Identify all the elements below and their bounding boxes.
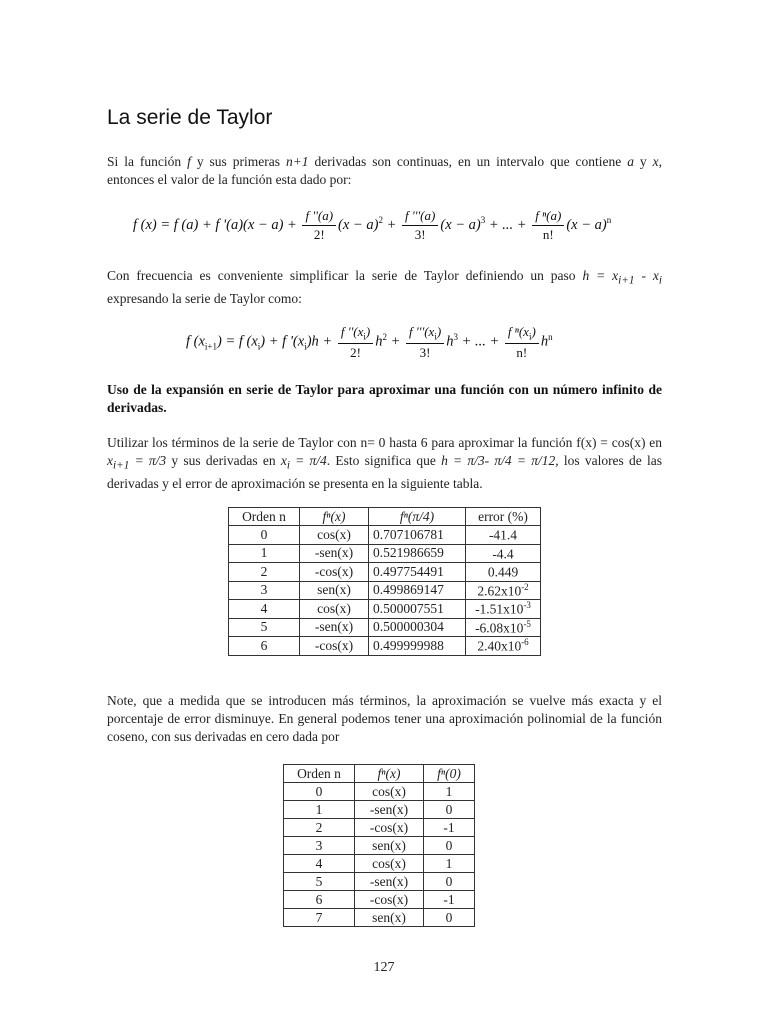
- table-row: [284, 891, 475, 909]
- table-row: [284, 909, 475, 927]
- formula-term: (x − a): [338, 216, 379, 233]
- fraction-denominator: n!: [542, 227, 554, 242]
- table-header: Orden n: [284, 765, 355, 783]
- table-cell: 2: [284, 819, 355, 837]
- fraction-denominator: 2!: [350, 344, 361, 360]
- numerator-text: ): [365, 324, 371, 339]
- numerator-text: f ⁿ(x: [507, 324, 529, 339]
- fraction: [406, 324, 444, 361]
- fraction: [402, 208, 438, 243]
- cell-value: 0.499869147: [373, 582, 444, 598]
- table-cell: 3: [284, 837, 355, 855]
- formula-term: )h +: [306, 333, 336, 350]
- cell-value: 0.521986659: [373, 545, 444, 561]
- table-cell: 1: [424, 855, 475, 873]
- header-text: fⁿ(x): [322, 508, 346, 524]
- table-cell: 0: [424, 801, 475, 819]
- formula-subscript: i: [304, 341, 307, 352]
- table-row: [229, 637, 541, 656]
- step-var: - x: [634, 268, 659, 283]
- table-body: [284, 783, 475, 927]
- cell-value: 0.499999988: [373, 637, 444, 653]
- cell-value: -1.51x10: [475, 601, 524, 617]
- formula-term: h: [375, 333, 383, 350]
- cell-value: 0.500000304: [373, 619, 444, 635]
- cell-value: 0.449: [487, 564, 519, 580]
- step-paragraph: [107, 267, 662, 308]
- taylor-formula: [133, 208, 611, 243]
- fraction-denominator: 3!: [419, 344, 431, 360]
- formula-subscript: i: [434, 331, 437, 342]
- cell-value: 0.497754491: [373, 563, 444, 579]
- table-cell: [300, 544, 369, 563]
- table-cell: cos(x): [355, 783, 424, 801]
- formula-term: (x − a): [440, 216, 481, 233]
- table-cell: [300, 563, 369, 582]
- table-cell: 0: [424, 909, 475, 927]
- example-text: Utilizar los términos de la serie de Taylor con n= 0 hasta 6 para aproximar la función f(x) = cos(x) en: [107, 435, 662, 450]
- table-cell: [369, 563, 466, 582]
- formula-exponent: n: [606, 215, 612, 225]
- intro-text: Si la función: [107, 154, 188, 169]
- table-row: [229, 618, 541, 637]
- cell-value: 5: [260, 619, 268, 635]
- step-text: Con frecuencia es conveniente simplificar la serie de Taylor definiendo un paso: [107, 268, 583, 283]
- table-cell: [300, 581, 369, 600]
- table-row: [284, 819, 475, 837]
- cell-value: cos(x): [317, 600, 351, 616]
- page-number: 127: [373, 960, 395, 975]
- cell-value: sen(x): [317, 582, 351, 598]
- table-cell: [466, 563, 541, 582]
- table-header-row: [284, 765, 475, 783]
- step-text: expresando la serie de Taylor como:: [107, 290, 302, 306]
- formula-term: ) + f '(x: [260, 333, 305, 350]
- example-text: , los valores de las derivadas y el error de aproximación se presenta en la siguiente tabla.: [107, 453, 663, 491]
- table-row: [284, 873, 475, 891]
- table-cell: -cos(x): [355, 891, 424, 909]
- cell-value: -6.08x10: [475, 620, 524, 635]
- table-header: [369, 508, 466, 526]
- table-cell: sen(x): [355, 837, 424, 855]
- formula-subscript: i: [528, 331, 532, 342]
- fraction-numerator: f '''(a): [402, 208, 438, 226]
- cell-exponent: -5: [523, 618, 531, 629]
- formula-exponent: 3: [480, 215, 486, 225]
- table-cell: [466, 600, 541, 619]
- table-cell: [369, 618, 466, 637]
- formula-subscript: i: [257, 341, 261, 352]
- table-header: [355, 765, 424, 783]
- taylor-step-formula: [186, 324, 553, 361]
- table-row: [284, 837, 475, 855]
- table-cell: [369, 544, 466, 563]
- table-cell: 6: [284, 891, 355, 909]
- fraction: [302, 208, 336, 243]
- table-cell: [369, 637, 466, 656]
- table-row: [284, 855, 475, 873]
- fraction: [532, 208, 564, 243]
- table-header-row: [229, 508, 541, 526]
- formula-exponent: 2: [382, 331, 387, 342]
- cell-value: -cos(x): [314, 637, 354, 653]
- cell-exponent: -3: [523, 600, 531, 610]
- page-title: La serie de Taylor: [107, 106, 273, 129]
- note-paragraph: Note, que a medida que se introducen más términos, la aproximación se vuelve más exacta y el porcentaje de error disminuye. En general podemos tener una aproximación polinomial de la función coseno, con sus derivadas en cero dada por: [107, 693, 662, 744]
- intro-text: , entonces el valor de la función esta dado por:: [107, 154, 662, 187]
- table-cell: [369, 526, 466, 545]
- table-row: [284, 783, 475, 801]
- formula-operator: + ... +: [485, 216, 531, 233]
- table-cell: [466, 581, 541, 600]
- fraction: [505, 324, 539, 361]
- step-subscript: i+1: [618, 274, 635, 287]
- table-cell: [300, 618, 369, 637]
- table-cell: 0: [284, 783, 355, 801]
- cosine-derivatives-table: [283, 764, 475, 927]
- formula-subscript: i: [363, 331, 366, 342]
- table-cell: [229, 637, 300, 656]
- fraction-numerator: [338, 324, 373, 344]
- formula-exponent: 2: [378, 215, 383, 225]
- example-value: = π/4: [289, 453, 327, 468]
- table-cell: 0: [424, 873, 475, 891]
- formula-operator: +: [382, 216, 400, 233]
- intro-var-x: x: [652, 154, 659, 169]
- cell-value: 2: [260, 563, 268, 579]
- cell-exponent: -2: [521, 581, 529, 592]
- derivatives-error-table: [228, 507, 541, 656]
- intro-text: derivadas son continuas, en un intervalo que contiene: [308, 154, 628, 169]
- formula-subscript: i+1: [204, 341, 217, 352]
- table-cell: cos(x): [355, 855, 424, 873]
- step-subscript: i: [658, 274, 662, 287]
- header-text: fⁿ(0): [437, 765, 461, 781]
- fraction-denominator: 3!: [414, 227, 426, 242]
- cell-value: -41.4: [488, 527, 518, 543]
- table-header: [300, 508, 369, 526]
- fraction: [338, 324, 373, 361]
- table-cell: [466, 637, 541, 656]
- table-header: Orden n: [229, 508, 300, 526]
- numerator-text: f ''(x: [340, 324, 364, 339]
- table-cell: [229, 544, 300, 563]
- table-cell: 1: [424, 783, 475, 801]
- header-text: fⁿ(π/4): [399, 508, 435, 524]
- example-subscript: i: [286, 459, 290, 472]
- example-text: y sus derivadas en: [166, 453, 281, 468]
- fraction-denominator: 2!: [313, 227, 325, 242]
- fraction-numerator: [505, 324, 539, 344]
- table-cell: 0: [424, 837, 475, 855]
- intro-var-f: f: [187, 154, 191, 169]
- intro-text: y: [633, 154, 653, 169]
- formula-lhs: f (x: [186, 333, 205, 350]
- formula-exponent: 3: [453, 331, 458, 342]
- fraction-numerator: f ⁿ(a): [532, 208, 564, 226]
- intro-paragraph: [107, 153, 662, 189]
- table-cell: [229, 581, 300, 600]
- table-cell: [229, 526, 300, 545]
- intro-var-n1: n+1: [285, 154, 309, 169]
- table-row: [229, 581, 541, 600]
- example-text: . Esto significa que: [326, 453, 442, 468]
- table-cell: -sen(x): [355, 873, 424, 891]
- table-cell: 7: [284, 909, 355, 927]
- table-cell: [369, 600, 466, 619]
- table-cell: -sen(x): [355, 801, 424, 819]
- formula-term: (x − a): [566, 216, 607, 233]
- cell-value: -cos(x): [314, 563, 354, 579]
- example-var: x: [107, 453, 113, 468]
- cell-value: -4.4: [492, 546, 514, 561]
- cell-exponent: -6: [521, 637, 529, 647]
- table-cell: 5: [284, 873, 355, 891]
- cell-value: -sen(x): [314, 545, 354, 561]
- header-text: fⁿ(x): [377, 765, 401, 781]
- numerator-text: ): [531, 324, 536, 339]
- table-cell: [300, 637, 369, 656]
- table-cell: [466, 526, 541, 545]
- cell-value: 2.62x10: [477, 583, 522, 598]
- cell-value: 0.500007551: [373, 600, 444, 616]
- table-cell: sen(x): [355, 909, 424, 927]
- fraction-numerator: f ''(a): [302, 208, 336, 226]
- table-row: [229, 600, 541, 619]
- example-value: h = π/3- π/4 = π/12: [441, 453, 556, 468]
- cell-value: 1: [260, 545, 268, 561]
- table-cell: -1: [424, 819, 475, 837]
- formula-operator: + ... +: [457, 333, 503, 350]
- formula-lhs: f (x) = f (a) + f '(a)(x − a) +: [133, 216, 301, 233]
- cell-value: 0: [260, 526, 268, 542]
- table-cell: [229, 563, 300, 582]
- table-cell: -cos(x): [355, 819, 424, 837]
- table-cell: [369, 581, 466, 600]
- table-cell: -1: [424, 891, 475, 909]
- formula-exponent: n: [548, 331, 553, 342]
- cell-value: 0.707106781: [373, 526, 444, 542]
- cell-value: -sen(x): [314, 619, 354, 635]
- example-paragraph: [107, 434, 662, 493]
- table-row: [229, 544, 541, 563]
- table-cell: [300, 526, 369, 545]
- intro-text: y sus primeras: [190, 154, 286, 169]
- table-header: [424, 765, 475, 783]
- cell-value: 2.40x10: [477, 638, 522, 654]
- table-header: error (%): [466, 508, 541, 526]
- table-row: [284, 801, 475, 819]
- fraction-numerator: [406, 324, 444, 344]
- cell-value: 4: [260, 600, 268, 616]
- table-row: [229, 526, 541, 545]
- numerator-text: f '''(x: [409, 324, 435, 339]
- example-subscript: i+1: [113, 459, 130, 472]
- table-cell: 4: [284, 855, 355, 873]
- formula-term: h: [540, 333, 549, 350]
- formula-term: ) = f (x: [217, 333, 258, 350]
- intro-var-a: a: [627, 154, 634, 169]
- table-cell: [466, 544, 541, 563]
- section-heading: Uso de la expansión en serie de Taylor para aproximar una función con un número infinito de derivadas.: [107, 382, 662, 415]
- numerator-text: ): [436, 324, 442, 339]
- table-body: [229, 526, 541, 656]
- table-row: [229, 563, 541, 582]
- table-cell: [229, 618, 300, 637]
- cell-value: 3: [260, 582, 268, 598]
- table-cell: [300, 600, 369, 619]
- table-cell: [466, 618, 541, 637]
- table-cell: 1: [284, 801, 355, 819]
- example-value: = π/3: [129, 453, 167, 468]
- fraction-denominator: n!: [516, 344, 528, 360]
- formula-operator: +: [386, 333, 405, 350]
- cell-value: cos(x): [317, 526, 351, 542]
- step-var-h: h = x: [582, 268, 619, 283]
- formula-term: h: [446, 333, 454, 350]
- example-var: x: [280, 453, 287, 468]
- table-cell: [229, 600, 300, 619]
- cell-value: 6: [260, 637, 268, 653]
